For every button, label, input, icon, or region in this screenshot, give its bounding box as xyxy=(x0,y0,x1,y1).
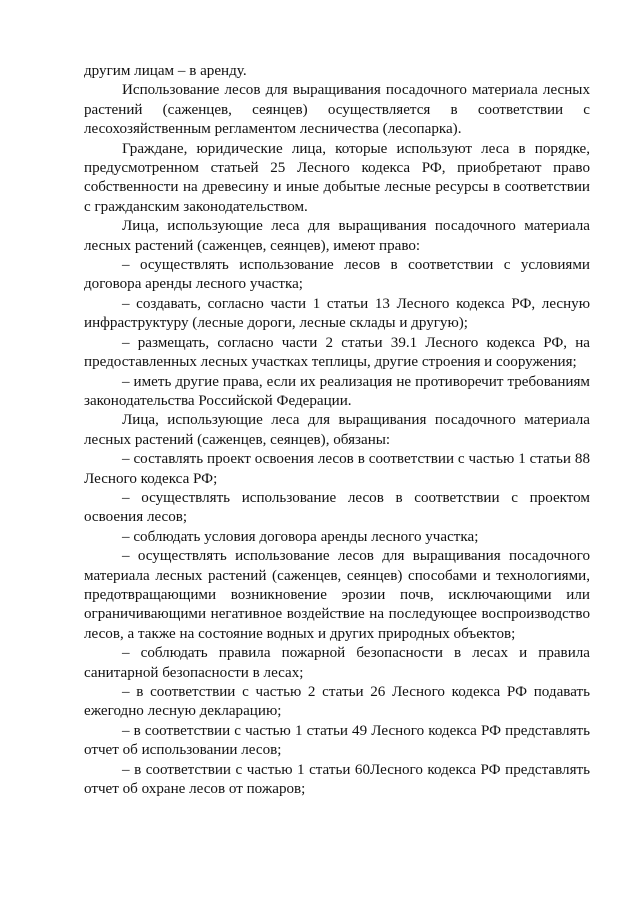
list-item: – соблюдать условия договора аренды лесного участка; xyxy=(122,528,479,545)
paragraph: Использование лесов для выращивания посадочного материала лесных растений (саженцев, сеянцев) осуществляется в соответствии с лесохозяйственным регламентом лесничества (лесопарка). xyxy=(84,82,590,138)
paragraph: Лица, использующие леса для выращивания посадочного материала лесных растений (саженцев, сеянцев), имеют право: xyxy=(84,218,590,254)
list-item: – создавать, согласно части 1 статьи 13 Лесного кодекса РФ, лесную инфраструктуру (лесные дороги, лесные склады и другую); xyxy=(84,295,590,332)
document-page xyxy=(84,62,590,799)
paragraph: Граждане, юридические лица, которые используют леса в порядке, предусмотренном статьей 25 Лесного кодекса РФ, приобретают право собственности на древесину и иные добытые лесные ресурсы в соответствии с гражданским законодательством. xyxy=(84,140,590,215)
list-item: – осуществлять использование лесов для выращивания посадочного материала лесных растений (саженцев, сеянцев) способами и технологиями, предотвращающими возникновение эрозии почв, исключающими или ограничивающими негативное воздействие на последующее воспроизводство лесов, а также на состояние водных и других природных объектов; xyxy=(84,548,590,642)
list-item: – составлять проект освоения лесов в соответствии с частью 1 статьи 88 Лесного кодекса РФ; xyxy=(84,451,590,487)
list-item: – соблюдать правила пожарной безопасности в лесах и правила санитарной безопасности в лесах; xyxy=(84,645,590,681)
list-item: – осуществлять использование лесов в соответствии с условиями договора аренды лесного участка; xyxy=(84,257,590,293)
list-item: – в соответствии с частью 1 статьи 60Лесного кодекса РФ представлять отчет об охране лесов от пожаров; xyxy=(84,761,590,798)
list-item: – осуществлять использование лесов в соответствии с проектом освоения лесов; xyxy=(84,489,590,526)
list-item: – иметь другие права, если их реализация не противоречит требованиям законодательства Российской Федерации. xyxy=(84,373,590,409)
paragraph: другим лицам – в аренду. xyxy=(84,63,247,79)
list-item: – в соответствии с частью 1 статьи 49 Лесного кодекса РФ представлять отчет об использовании лесов; xyxy=(84,722,590,759)
paragraph: Лица, использующие леса для выращивания посадочного материала лесных растений (саженцев, сеянцев), обязаны: xyxy=(84,412,590,448)
list-item: – размещать, согласно части 2 статьи 39.1 Лесного кодекса РФ, на предоставленных лесных участках теплицы, другие строения и сооружения; xyxy=(84,334,590,371)
list-item: – в соответствии с частью 2 статьи 26 Лесного кодекса РФ подавать ежегодно лесную декларацию; xyxy=(84,684,590,720)
